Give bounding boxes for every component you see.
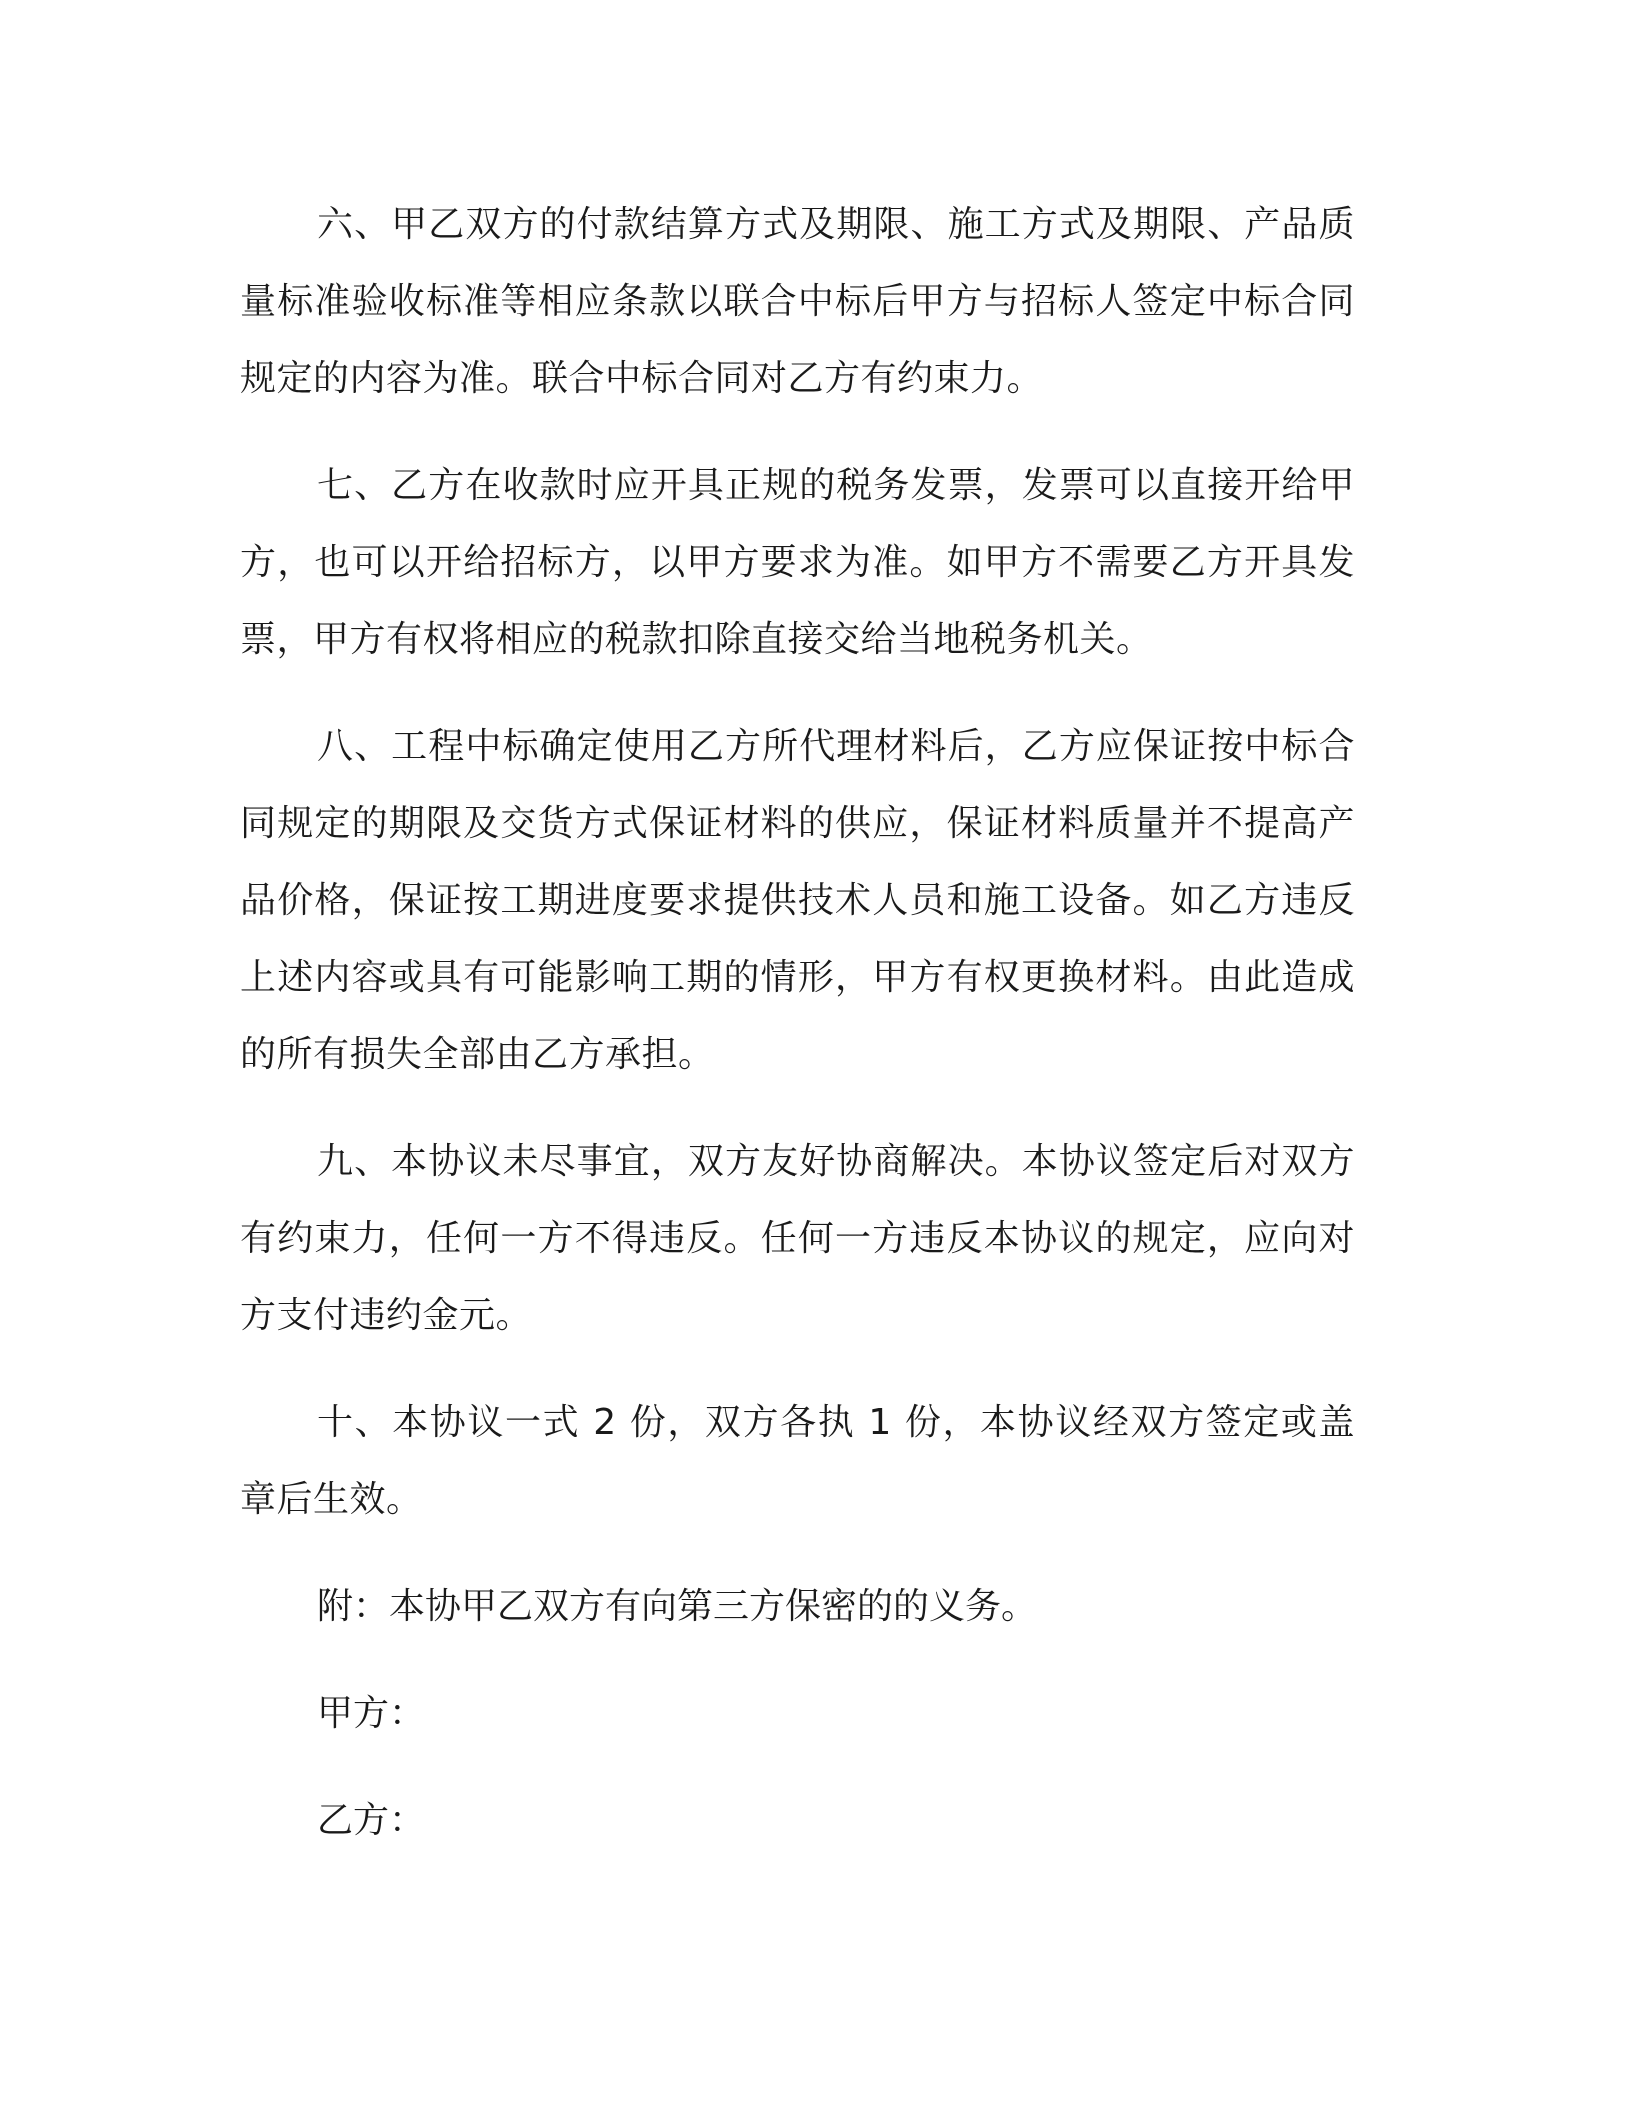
clause-eight: 八、工程中标确定使用乙方所代理材料后，乙方应保证按中标合同规定的期限及交货方式保证材料的供应，保证材料质量并不提高产品价格，保证按工期进度要求提供技术人员和施工设备。如乙方违反上述内容或具有可能影响工期的情形，甲方有权更换材料。由此造成的所有损失全部由乙方承担。 [240,726,1355,1075]
party-a-signature: 甲方： [317,1693,426,1734]
clause-nine: 九、本协议未尽事宜，双方友好协商解决。本协议签定后对双方有约束力，任何一方不得违反。任何一方违反本协议的规定，应向对方支付违约金元。 [240,1141,1355,1336]
appendix-note: 附：本协甲乙双方有向第三方保密的的义务。 [317,1586,1038,1627]
clause-seven: 七、乙方在收款时应开具正规的税务发票，发票可以直接开给甲方，也可以开给招标方，以甲方要求为准。如甲方不需要乙方开具发票，甲方有权将相应的税款扣除直接交给当地税务机关。 [240,465,1355,660]
clause-ten: 十、本协议一式 2 份，双方各执 1 份，本协议经双方签定或盖章后生效。 [240,1402,1355,1520]
party-b-signature: 乙方： [317,1800,426,1841]
clause-six: 六、甲乙双方的付款结算方式及期限、施工方式及期限、产品质量标准验收标准等相应条款以联合中标后甲方与招标人签定中标合同规定的内容为准。联合中标合同对乙方有约束力。 [240,204,1355,399]
document-page [240,186,1355,1859]
